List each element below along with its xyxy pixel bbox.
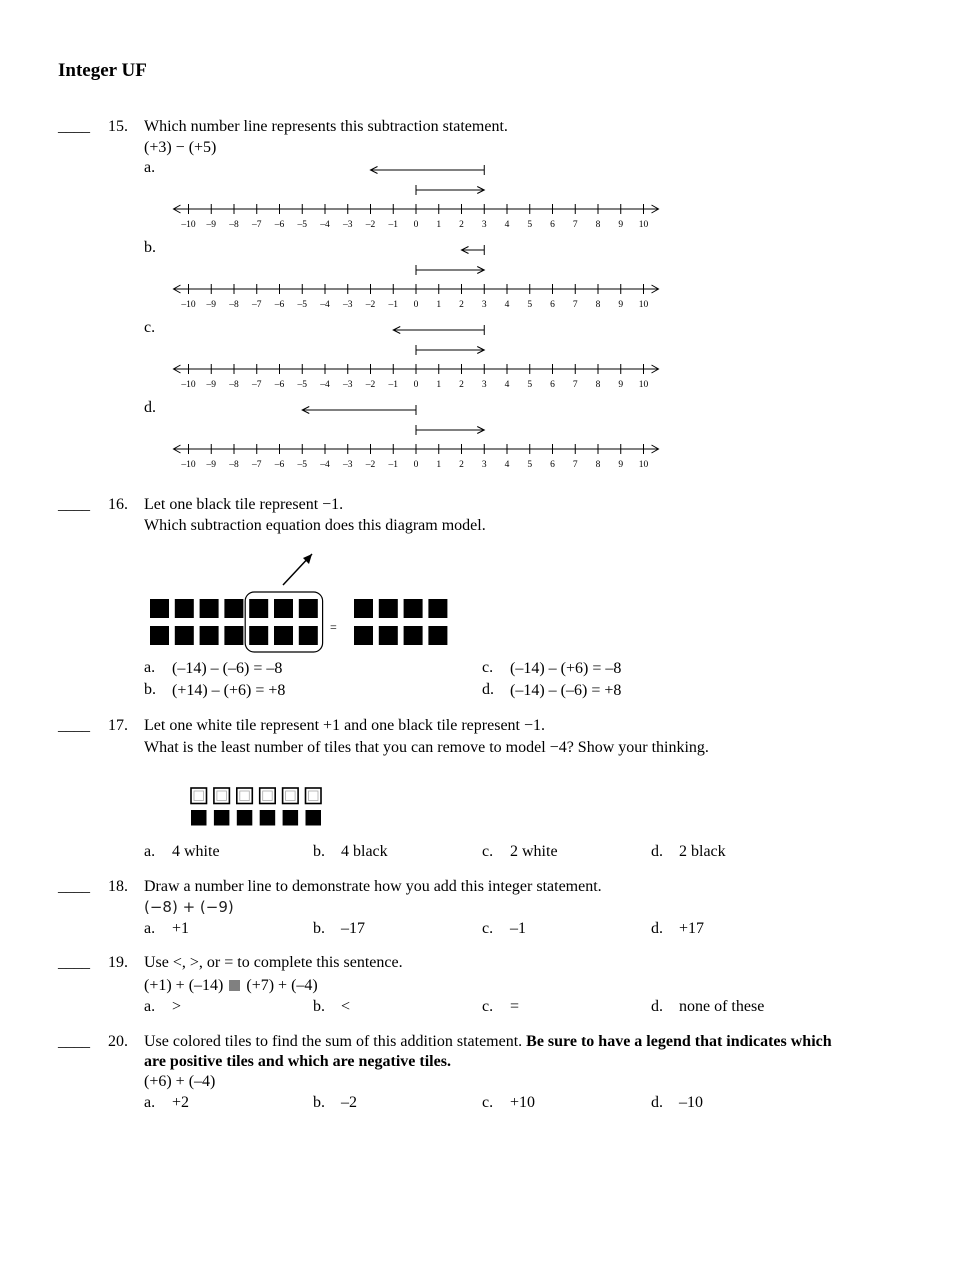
q19-choice-c-text[interactable]: =: [510, 998, 520, 1015]
black-tile: [224, 599, 243, 618]
tick-label: 7: [572, 220, 578, 230]
black-tile: [191, 810, 207, 826]
tick-label: –8: [229, 460, 239, 470]
white-tile: [306, 788, 322, 804]
black-tile: [404, 599, 423, 618]
number-line-option-b: [0, 240, 700, 310]
black-tile: [428, 626, 447, 645]
tick-label: –6: [274, 220, 285, 230]
answer-blank-20[interactable]: ____: [58, 1033, 90, 1050]
black-tile: [274, 626, 293, 645]
number-line-option-d: [0, 400, 700, 470]
q15-option-letter-b[interactable]: b.: [144, 239, 156, 256]
q16-choice-d-letter[interactable]: d.: [482, 681, 494, 698]
q19-choice-c-letter[interactable]: c.: [482, 998, 494, 1015]
tick-label: –9: [206, 300, 216, 310]
question-number-15: 15.: [108, 118, 128, 135]
tick-label: –10: [181, 380, 196, 390]
question-18-prompt: Draw a number line to demonstrate how you add this integer statement.: [144, 878, 602, 895]
tick-label: –4: [320, 380, 330, 390]
tick-label: 8: [595, 220, 601, 230]
tick-label: –3: [343, 380, 353, 390]
tick-label: 4: [504, 380, 510, 390]
q20-choice-a-text[interactable]: +2: [172, 1094, 190, 1111]
q17-choice-d-text[interactable]: 2 black: [679, 843, 726, 860]
page-title: Integer UF: [58, 60, 147, 81]
tick-label: 2: [459, 220, 464, 230]
tick-label: –1: [388, 460, 398, 470]
tick-label: 6: [550, 460, 555, 470]
tick-label: –1: [388, 300, 398, 310]
tick-label: –3: [343, 220, 353, 230]
q17-choice-b-letter[interactable]: b.: [313, 843, 325, 860]
q20-choice-a-letter[interactable]: a.: [144, 1094, 156, 1111]
tick-label: 3: [481, 300, 487, 310]
q18-choice-b-text[interactable]: –17: [341, 920, 365, 937]
q15-c-second-arrow: [416, 345, 484, 355]
tick-label: –8: [229, 380, 239, 390]
tick-label: 9: [618, 220, 624, 230]
question-20-prompt-bold-1: Be sure to have a legend that indicates which: [526, 1033, 832, 1050]
question-18-expression: (−8) + (−9): [144, 898, 234, 916]
question-number-17: 17.: [108, 717, 128, 734]
tick-label: 3: [481, 460, 487, 470]
tick-label: 7: [572, 380, 578, 390]
tick-label: 3: [481, 380, 487, 390]
tick-label: 1: [436, 460, 442, 470]
white-tile: [260, 788, 276, 804]
q19-choice-a-letter[interactable]: a.: [144, 998, 156, 1015]
black-tile: [175, 626, 194, 645]
tick-label: 10: [638, 300, 649, 310]
tick-label: –6: [274, 380, 285, 390]
black-tile: [249, 626, 268, 645]
q15-d-second-arrow: [416, 425, 484, 435]
tick-label: 4: [504, 460, 510, 470]
tick-label: –3: [343, 300, 353, 310]
question-number-16: 16.: [108, 496, 128, 513]
white-tile: [214, 788, 230, 804]
black-tile: [299, 626, 318, 645]
question-17-line1: Let one white tile represent +1 and one black tile represent −1.: [144, 717, 546, 734]
tick-label: 10: [638, 460, 649, 470]
question-19-expr-right: (+7) + (–4): [246, 977, 318, 994]
q17-choice-d-letter[interactable]: d.: [651, 843, 663, 860]
tick-label: 9: [618, 460, 624, 470]
question-15-expression: (+3) − (+5): [144, 139, 217, 156]
tick-label: –6: [274, 300, 285, 310]
q20-choice-c-text[interactable]: +10: [510, 1094, 536, 1111]
q20-choice-b-text[interactable]: –2: [341, 1094, 357, 1111]
black-tile: [249, 599, 268, 618]
tick-label: –5: [297, 460, 307, 470]
black-tile: [200, 626, 219, 645]
black-tile: [354, 626, 373, 645]
tick-label: 7: [572, 460, 578, 470]
tick-label: 8: [595, 380, 601, 390]
q15-b-second-arrow: [416, 265, 484, 275]
q15-a-first-arrow: [371, 165, 485, 175]
tick-label: –5: [297, 380, 307, 390]
tick-label: –1: [388, 220, 398, 230]
black-tile: [214, 810, 230, 826]
question-16-line2: Which subtraction equation does this diagram model.: [144, 517, 486, 534]
tick-label: 8: [595, 460, 601, 470]
q20-choice-d-letter[interactable]: d.: [651, 1094, 663, 1111]
tick-label: –2: [365, 380, 376, 390]
tick-label: –9: [206, 460, 216, 470]
white-tile: [283, 788, 299, 804]
white-black-tile-diagram: [188, 785, 328, 830]
black-tile: [200, 599, 219, 618]
question-16-line1: Let one black tile represent −1.: [144, 496, 344, 513]
tick-label: 6: [550, 220, 555, 230]
tick-label: 9: [618, 300, 624, 310]
tick-label: –6: [274, 460, 285, 470]
q18-choice-c-letter[interactable]: c.: [482, 920, 494, 937]
question-20-prompt-plain: Use colored tiles to find the sum of this addition statement.: [144, 1033, 523, 1050]
black-tile: [150, 626, 169, 645]
q15-d-first-arrow: [302, 405, 416, 415]
question-20-prompt-line1: [144, 1032, 832, 1052]
tick-label: –4: [320, 460, 330, 470]
answer-blank-16[interactable]: ____: [58, 496, 90, 513]
black-tile: [274, 599, 293, 618]
tick-label: –9: [206, 220, 216, 230]
number-line-option-a: [0, 160, 700, 230]
question-20-prompt-bold-2: are positive tiles and which are negative tiles.: [144, 1053, 451, 1070]
tick-label: –4: [320, 220, 330, 230]
black-tile: [283, 810, 299, 826]
q16-choice-b-letter[interactable]: b.: [144, 681, 156, 698]
question-19-prompt: Use <, >, or = to complete this sentence.: [144, 954, 403, 971]
tick-label: –8: [229, 220, 239, 230]
tile-subtraction-diagram: [140, 550, 460, 655]
answer-blank-19[interactable]: ____: [58, 954, 90, 971]
q16-choice-c-letter[interactable]: c.: [482, 659, 494, 676]
q17-choice-c-letter[interactable]: c.: [482, 843, 494, 860]
tick-label: 5: [527, 220, 533, 230]
q19-choice-b-letter[interactable]: b.: [313, 998, 325, 1015]
q19-choice-d-text[interactable]: none of these: [679, 998, 765, 1015]
tick-label: 2: [459, 300, 464, 310]
q15-option-letter-a[interactable]: a.: [144, 159, 156, 176]
question-15-prompt: Which number line represents this subtraction statement.: [144, 118, 508, 135]
tick-label: 4: [504, 220, 510, 230]
tick-label: 2: [459, 460, 464, 470]
q18-choice-b-letter[interactable]: b.: [313, 920, 325, 937]
q17-choice-c-text[interactable]: 2 white: [510, 843, 558, 860]
tick-label: 10: [638, 380, 649, 390]
tick-label: –5: [297, 300, 307, 310]
tick-label: 0: [413, 220, 419, 230]
black-tile: [428, 599, 447, 618]
q16-choice-a-letter[interactable]: a.: [144, 659, 156, 676]
q16-choice-a-text[interactable]: (–14) – (–6) = –8: [172, 660, 283, 677]
q16-choice-c-text[interactable]: (–14) – (+6) = –8: [510, 660, 622, 677]
answer-blank-15[interactable]: ____: [58, 118, 90, 135]
tick-label: –5: [297, 220, 307, 230]
tick-label: 0: [413, 300, 419, 310]
q20-choice-d-text[interactable]: –10: [679, 1094, 703, 1111]
tick-label: 0: [413, 380, 419, 390]
q19-choice-a-text[interactable]: >: [172, 998, 182, 1015]
black-tile: [379, 599, 398, 618]
tick-label: –10: [181, 460, 196, 470]
tick-label: 6: [550, 380, 555, 390]
tick-label: 1: [436, 220, 442, 230]
q18-choice-a-letter[interactable]: a.: [144, 920, 156, 937]
question-number-19: 19.: [108, 954, 128, 971]
black-tile: [175, 599, 194, 618]
tick-label: 10: [638, 220, 649, 230]
q20-choice-c-letter[interactable]: c.: [482, 1094, 494, 1111]
tick-label: –2: [365, 300, 376, 310]
white-tile: [191, 788, 207, 804]
q15-a-second-arrow: [416, 185, 484, 195]
q15-b-first-arrow: [462, 245, 485, 255]
black-tile: [224, 626, 243, 645]
question-number-18: 18.: [108, 878, 128, 895]
tick-label: 1: [436, 300, 442, 310]
q18-choice-d-text[interactable]: +17: [679, 920, 705, 937]
tick-label: –3: [343, 460, 353, 470]
q15-option-letter-c[interactable]: c.: [144, 319, 156, 336]
tick-label: –2: [365, 220, 376, 230]
answer-blank-17[interactable]: ____: [58, 717, 90, 734]
answer-blank-18[interactable]: ____: [58, 878, 90, 895]
q17-choice-a-text[interactable]: 4 white: [172, 843, 220, 860]
black-tile: [354, 599, 373, 618]
tick-label: 5: [527, 380, 533, 390]
tick-label: –7: [252, 380, 262, 390]
black-tile: [379, 626, 398, 645]
white-tile: [237, 788, 253, 804]
q16-choice-d-text[interactable]: (–14) – (–6) = +8: [510, 682, 622, 699]
question-17-line2: What is the least number of tiles that you can remove to model −4? Show your thinking.: [144, 739, 709, 756]
tick-label: 9: [618, 380, 624, 390]
q20-choice-b-letter[interactable]: b.: [313, 1094, 325, 1111]
tick-label: –1: [388, 380, 398, 390]
tick-label: 6: [550, 300, 555, 310]
tick-label: 8: [595, 300, 601, 310]
q15-c-first-arrow: [393, 325, 484, 335]
tick-label: 0: [413, 460, 419, 470]
comparison-box-icon[interactable]: [229, 980, 240, 991]
q19-choice-d-letter[interactable]: d.: [651, 998, 663, 1015]
q19-choice-b-text[interactable]: <: [341, 998, 351, 1015]
tick-label: 3: [481, 220, 487, 230]
tick-label: –7: [252, 300, 262, 310]
tick-label: –9: [206, 380, 216, 390]
q15-option-letter-d[interactable]: d.: [144, 399, 156, 416]
tick-label: –10: [181, 220, 196, 230]
tick-label: –4: [320, 300, 330, 310]
q17-choice-b-text[interactable]: 4 black: [341, 843, 388, 860]
tick-label: –7: [252, 220, 262, 230]
black-tile: [237, 810, 253, 826]
black-tile: [299, 599, 318, 618]
question-19-expression: [144, 976, 318, 996]
black-tile: [260, 810, 276, 826]
tick-label: –7: [252, 460, 262, 470]
question-19-expr-left: (+1) + (–14): [144, 977, 224, 994]
tile-equals-sign: =: [330, 620, 337, 634]
tick-label: 1: [436, 380, 442, 390]
tick-label: –10: [181, 300, 196, 310]
number-line-option-c: [0, 320, 700, 390]
black-tile: [150, 599, 169, 618]
tick-label: 5: [527, 300, 533, 310]
tick-label: 5: [527, 460, 533, 470]
black-tile: [306, 810, 322, 826]
black-tile: [404, 626, 423, 645]
tick-label: –8: [229, 300, 239, 310]
q18-choice-a-text[interactable]: +1: [172, 920, 190, 937]
tick-label: 7: [572, 300, 578, 310]
tick-label: 4: [504, 300, 510, 310]
question-number-20: 20.: [108, 1033, 128, 1050]
q18-choice-d-letter[interactable]: d.: [651, 920, 663, 937]
q16-choice-b-text[interactable]: (+14) – (+6) = +8: [172, 682, 286, 699]
question-20-expression: (+6) + (–4): [144, 1073, 216, 1090]
q18-choice-c-text[interactable]: –1: [510, 920, 526, 937]
tick-label: 2: [459, 380, 464, 390]
tick-label: –2: [365, 460, 376, 470]
q17-choice-a-letter[interactable]: a.: [144, 843, 156, 860]
